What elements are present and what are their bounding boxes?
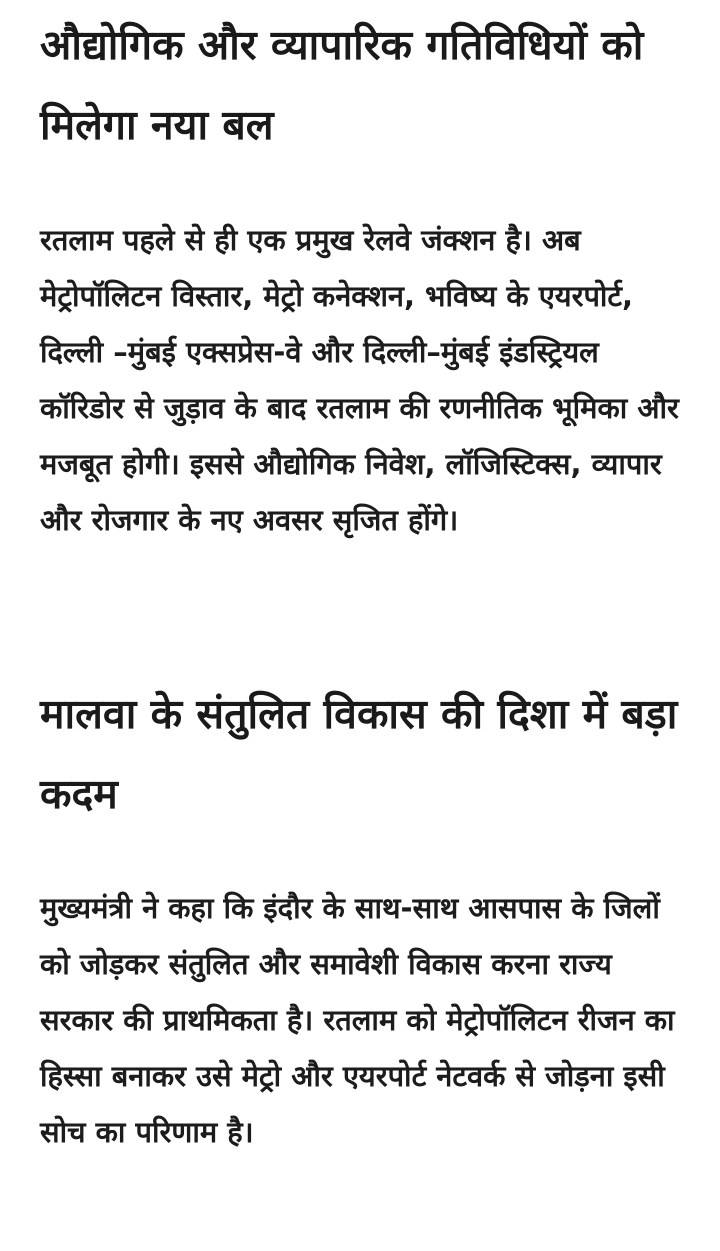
section-paragraph-malwa-development: मुख्यमंत्री ने कहा कि इंदौर के साथ-साथ आसपास के जिलों को जोड़कर संतुलित और समावेशी विकास करना राज्य सरकार की प्राथमिकता है। रतलाम को मेट्रोपॉलिटन रीजन का हिस्सा बनाकर उसे मेट्रो और एयरपोर्ट नेटवर्क से जोड़ना इसी सोच का परिणाम है। bbox=[40, 891, 675, 1149]
section-heading-industrial-growth: औद्योगिक और व्यापारिक गतिविधियों को मिलेगा नया बल bbox=[40, 21, 644, 149]
section-heading-malwa-development: मालवा के संतुलित विकास की दिशा में बड़ा कदम bbox=[40, 690, 678, 818]
section-paragraph-industrial-growth: रतलाम पहले से ही एक प्रमुख रेलवे जंक्शन है। अब मेट्रोपॉलिटन विस्तार, मेट्रो कनेक्शन, भविष्य के एयरपोर्ट, दिल्ली –मुंबई एक्सप्रेस-वे और दिल्ली–मुंबई इंडस्ट्रियल कॉरिडोर से जुड़ाव के बाद रतलाम की रणनीतिक भूमिका और मजबूत होगी। इससे औद्योगिक निवेश, लॉजिस्टिक्स, व्यापार और रोजगार के नए अवसर सृजित होंगे। bbox=[40, 223, 679, 537]
